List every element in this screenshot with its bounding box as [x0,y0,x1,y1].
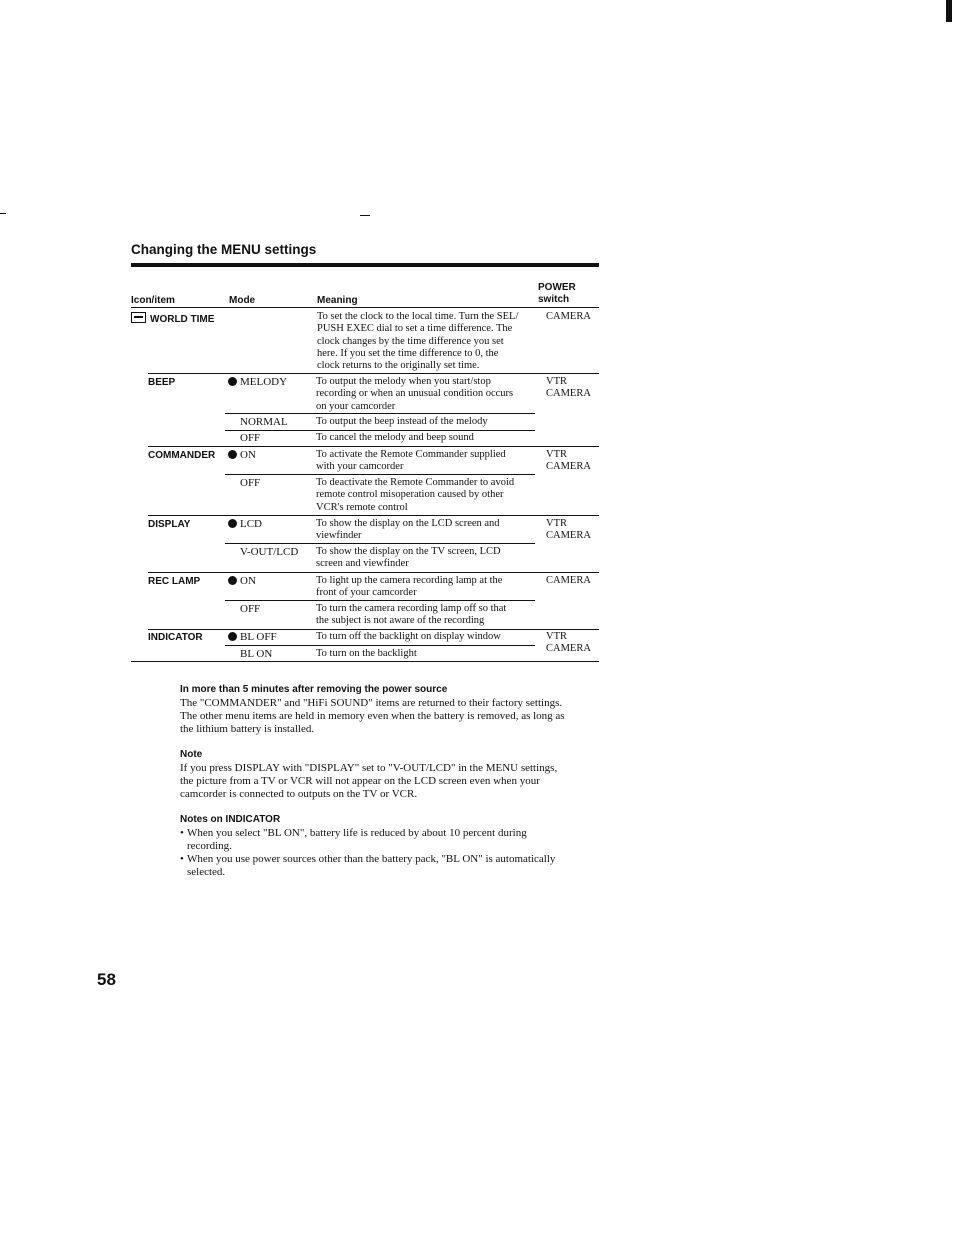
meaning-indicator-bl-off: To turn off the backlight on display window [316,631,501,642]
item-beep: BEEP [148,377,176,388]
mode-indicator-bl-on: BL ON [240,648,273,660]
row-rule [148,629,599,630]
power-world-time: CAMERA [546,311,591,322]
meaning-beep-melody: To output the melody when you start/stop recording or when an unusual condition occurs on your camcorder [316,376,514,412]
row-rule [148,572,599,573]
mode-display-lcd: LCD [228,518,262,530]
mode-rule [225,430,535,431]
meaning-rec-lamp-off: To turn the camera recording lamp off so that the subject is not aware of the recording [316,603,507,627]
table-bottom-rule [131,661,599,662]
title-rule [131,263,599,267]
header-icon-item: Icon/item [131,295,175,306]
power-indicator: VTR CAMERA [546,631,591,655]
power-rec-lamp: CAMERA [546,575,591,586]
bullet-icon: • [180,827,184,839]
meaning-commander-on: To activate the Remote Commander supplied with your camcorder [316,449,506,473]
note-heading: Note [180,749,203,760]
row-rule [148,515,599,516]
selected-dot-icon [228,632,237,641]
mode-commander-off: OFF [240,477,261,489]
meaning-commander-off: To deactivate the Remote Commander to avoid remote control misoperation caused by other VCR's remote control [316,477,515,513]
mode-rec-lamp-on: ON [228,575,256,587]
item-display: DISPLAY [148,519,191,530]
mode-rule [225,413,535,414]
mode-beep-melody: MELODY [228,376,287,388]
header-rule [131,307,599,308]
row-rule [148,373,599,374]
bullet-icon: • [180,853,184,865]
mode-display-vout-lcd: V-OUT/LCD [240,546,299,558]
world-time-icon [131,312,146,323]
mode-rule [225,645,535,646]
power-display: VTR CAMERA [546,518,591,542]
mode-rule [225,543,535,544]
mode-rule [225,600,535,601]
mode-rule [225,474,535,475]
meaning-indicator-bl-on: To turn on the backlight [316,648,417,659]
meaning-display-lcd: To show the display on the LCD screen and viewfinder [316,518,500,542]
meaning-world-time: To set the clock to the local time. Turn the SEL/ PUSH EXEC dial to set a time difference. The clock changes by the time difference you set here. If you set the time difference to 0, the clock returns to the originally set time. [317,311,519,372]
power-beep: VTR CAMERA [546,376,591,400]
row-rule [148,446,599,447]
selected-dot-icon [228,576,237,585]
section-title: Changing the MENU settings [131,242,317,257]
header-meaning: Meaning [317,295,358,306]
indicator-note-bullet: • When you use power sources other than the battery pack, "BL ON" is automatically selected. [180,853,556,878]
meaning-display-vout-lcd: To show the display on the TV screen, LCD screen and viewfinder [316,546,501,570]
mode-indicator-bl-off: BL OFF [228,631,277,643]
scan-mark [946,0,952,22]
indicator-note-bullet: • When you select "BL ON", battery life is reduced by about 10 percent during recording. [180,827,527,852]
header-power: POWER [538,282,576,293]
header-mode: Mode [229,295,256,306]
mode-commander-on: ON [228,449,256,461]
selected-dot-icon [228,519,237,528]
header-switch: switch [538,294,570,305]
selected-dot-icon [228,450,237,459]
item-indicator: INDICATOR [148,632,203,643]
power-source-text: The "COMMANDER" and "HiFi SOUND" items are returned to their factory settings. The other menu items are held in memory even when the battery is removed, as long as the lithium battery is installed. [180,697,565,735]
item-commander: COMMANDER [148,450,216,461]
power-commander: VTR CAMERA [546,449,591,473]
meaning-beep-normal: To output the beep instead of the melody [316,416,488,427]
item-rec-lamp: REC LAMP [148,576,201,587]
selected-dot-icon [228,377,237,386]
scan-mark [0,213,6,214]
scan-mark [360,215,370,216]
meaning-rec-lamp-on: To light up the camera recording lamp at the front of your camcorder [316,575,503,599]
mode-rec-lamp-off: OFF [240,603,261,615]
page-number: 58 [97,970,116,989]
meaning-beep-off: To cancel the melody and beep sound [316,432,474,443]
power-source-heading: In more than 5 minutes after removing the power source [180,684,448,695]
indicator-notes-heading: Notes on INDICATOR [180,814,281,825]
mode-beep-off: OFF [240,432,261,444]
mode-beep-normal: NORMAL [240,416,288,428]
item-world-time: WORLD TIME [131,312,214,325]
note-text: If you press DISPLAY with "DISPLAY" set to "V-OUT/LCD" in the MENU settings, the picture from a TV or VCR will not appear on the LCD screen even when your camcorder is connected to outputs on the TV or VCR. [180,762,558,800]
